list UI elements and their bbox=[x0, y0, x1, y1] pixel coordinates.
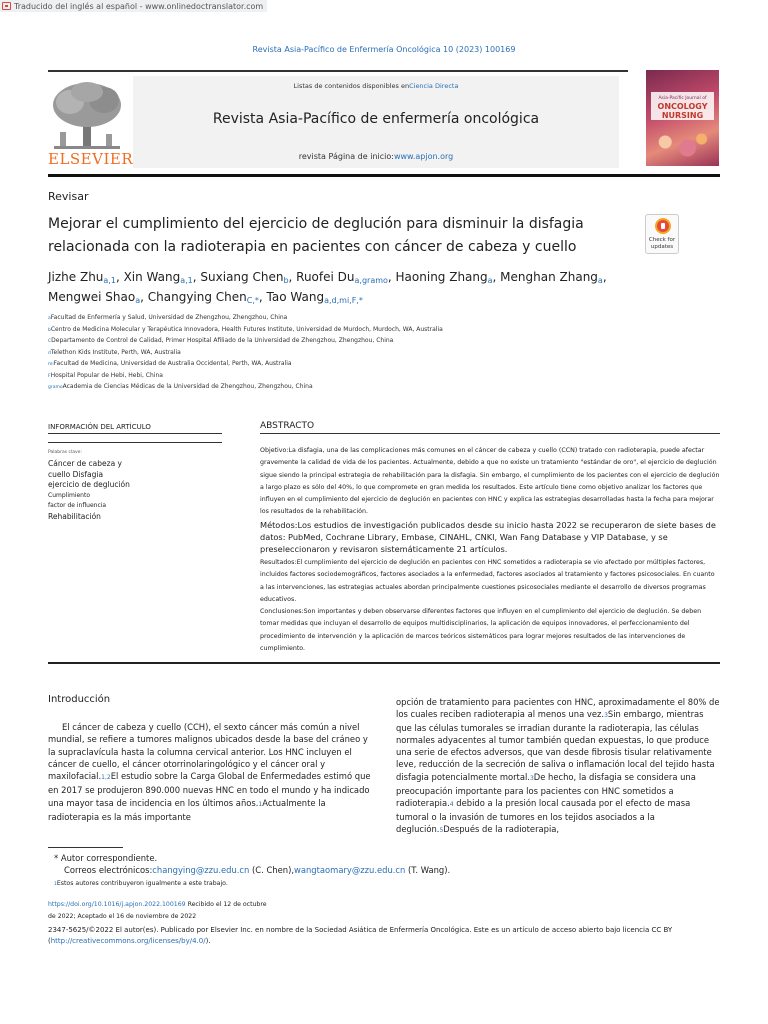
keyword: ejercicio de deglución bbox=[48, 480, 130, 489]
citation-link[interactable]: 4 bbox=[449, 800, 454, 808]
citation-link[interactable]: 1,2 bbox=[101, 774, 111, 782]
keyword: factor de influencia bbox=[48, 502, 107, 509]
sciencedirect-link[interactable]: Ciencia Directa bbox=[409, 82, 459, 90]
affiliation-item: miFacultad de Medicina, Universidad de Australia Occidental, Perth, WA, Australia bbox=[48, 360, 292, 367]
affiliation-item: CDepartamento de Control de Calidad, Primer Hospital Afiliado de la Universidad de Zhengzhou, Zhengzhou, China bbox=[48, 337, 394, 344]
copyright-notice: 2347-5625/©2022 El autor(es). Publicado por Elsevier Inc. en nombre de la Sociedad Asiática de Enfermería Oncológica. Este es un artículo de acceso abierto bajo licencia CC BY (http://creativecommons.org/licenses/by/4.0/). bbox=[48, 926, 673, 945]
abstract-conclusions: Conclusiones:Son importantes y deben observarse diferentes factores que influyen en el cumplimiento del ejercicio de deglución. Se deben tomar medidas que incluyan el desarrollo de equipos multidisciplinarios, la aplicación de equipos innovadores, el perfeccionamiento del procedimiento de intervención y la aplicación de marcos teóricos sistemáticos para lograr mejores resultados de las intervenciones de cumplimiento. bbox=[260, 608, 702, 652]
translator-banner[interactable] bbox=[0, 0, 267, 12]
journal-title: Revista Asia-Pacífico de enfermería oncológica bbox=[212, 111, 540, 127]
article-type: Revisar bbox=[48, 190, 89, 203]
email-link[interactable]: wangtaomary@zzu.edu.cn bbox=[294, 865, 406, 875]
abstract-methods: Métodos:Los estudios de investigación publicados desde su inicio hasta 2022 se recuperaron de siete bases de datos: PubMed, Cochrane Library, Embase, CINAHL, CNKI, Wan Fang Database y VIP Database, y se preseleccionaron y revisaron sistemáticamente 21 artículos. bbox=[260, 520, 716, 554]
affiliation-item: aFacultad de Enfermería y Salud, Universidad de Zhengzhou, Zhengzhou, China bbox=[48, 314, 288, 321]
affiliations bbox=[48, 313, 718, 394]
contents-available: Listas de contenidos disponibles enCiencia Directa bbox=[293, 82, 459, 90]
abstract-heading: ABSTRACTO bbox=[260, 421, 315, 431]
intro-left-column: El cáncer de cabeza y cuello (CCH), el sexto cáncer más común a nivel mundial, se refiere a tumores malignos ubicados desde la base del cráneo y la supraclavícula hasta la columna cervical anterior. Los HNC incluyen el cáncer de cuello, el cáncer otorrinolaringológico y el cáncer oral y maxilofacial.1,2El estudio sobre la Carga Global de Enfermedades estimó que en 2017 se produjeron 890.000 nuevas HNC en todo el mundo y ha indicado una mayor tasa de incidencia en los últimos años.1Actualmente la radioterapia es la más importante bbox=[48, 722, 371, 823]
divider bbox=[48, 442, 222, 443]
citation-link[interactable]: 3 bbox=[529, 774, 534, 782]
citation-link[interactable]: 3 bbox=[604, 712, 608, 720]
doi-line: https://doi.org/10.1016/j.apjon.2022.100169 Recibido el 12 de octubre bbox=[48, 901, 267, 908]
journal-homepage: revista Página de inicio:www.apjon.org bbox=[298, 152, 454, 161]
section-divider bbox=[48, 662, 720, 664]
keyword: cuello Disfagia bbox=[48, 469, 104, 479]
equal-contribution-note: 1Estos autores contribuyeron igualmente a este trabajo. bbox=[54, 880, 228, 887]
email-note: Correos electrónicos:changying@zzu.edu.cn (C. Chen),wangtaomary@zzu.edu.cn (T. Wang). bbox=[64, 865, 451, 875]
banner-text: Traducido del inglés al español - www.onlinedoctranslator.com bbox=[14, 1, 264, 11]
journal-reference-link[interactable]: Revista Asia-Pacífico de Enfermería Oncológica 10 (2023) 100169 bbox=[252, 45, 516, 54]
check-for-updates-button[interactable]: Check for updates bbox=[645, 214, 679, 254]
license-link[interactable]: http://creativecommons.org/licenses/by/4.0/ bbox=[50, 937, 206, 945]
abstract-results: Resultados:El cumplimiento del ejercicio de deglución en pacientes con HNC sometidos a radioterapia se vio afectado por múltiples factores, incluidos factores sociodemográficos, factores asociados a la enfermedad, factores asociados al tratamiento y factores psicosociales. En cuanto a las intervenciones, las estrategias actuales abordan principalmente cuestiones psicosociales mediante el desarrollo de diversos programas educativos. bbox=[260, 559, 715, 603]
doi-link[interactable]: https://doi.org/10.1016/j.apjon.2022.100169 bbox=[48, 901, 186, 908]
elsevier-tree-logo bbox=[48, 80, 126, 152]
article-title: Mejorar el cumplimiento del ejercicio de deglución para disminuir la disfagia relacionada con la radioterapia en pacientes con cáncer de cabeza y cuello bbox=[48, 216, 584, 255]
elsevier-logo: ELSEVIER bbox=[48, 150, 134, 168]
citation-link[interactable]: 1 bbox=[258, 800, 263, 808]
header-bottom-rule bbox=[48, 174, 720, 177]
homepage-link[interactable]: www.apjon.org bbox=[393, 152, 454, 161]
affiliation-item: bCentro de Medicina Molecular y Terapéutica Innovadora, Health Futures Institute, Universidad de Murdoch, Murdoch, WA, Australia bbox=[48, 325, 443, 333]
bookmark-icon bbox=[655, 218, 671, 234]
header-top-rule bbox=[48, 70, 628, 72]
affiliation-item: FHospital Popular de Hebi, Hebi, China bbox=[48, 371, 163, 379]
footnote-rule bbox=[48, 847, 123, 848]
abstract-objective: Objetivo:La disfagia, una de las complicaciones más comunes en el cáncer de cabeza y cuello (CCN) tratado con radioterapia, puede afectar gravemente la calidad de vida de los pacientes. Actualmente, debido a que no existe un tratamiento "estándar de oro", el ejercicio de deglución sigue siendo la principal estrategia de rehabilitación para la disfagia. Sin embargo, el cumplimiento de los pacientes con el ejercicio de deglución a largo plazo es sólo del 40%, lo que compromete en gran medida los resultados. Este artículo tiene como objetivo analizar los factores que influyen en el cumplimiento del ejercicio de deglución en pacientes con HNC y explica las estrategias desarrolladas hasta la fecha para mejorar los resultados de la rehabilitación. bbox=[260, 447, 720, 516]
journal-cover-image[interactable]: Asia-Pacific Journal of ONCOLOGY NURSING bbox=[646, 70, 719, 166]
article-info-heading: INFORMACIÓN DEL ARTÍCULO bbox=[48, 423, 151, 431]
keywords-list bbox=[48, 459, 130, 522]
affiliation-item: gramoAcademia de Ciencias Médicas de la Universidad de Zhengzhou, Zhengzhou, China bbox=[48, 383, 313, 390]
introduction-heading: Introducción bbox=[48, 694, 111, 705]
corresponding-author-note: * Autor correspondiente. bbox=[54, 853, 158, 863]
email-link[interactable]: changying@zzu.edu.cn bbox=[152, 865, 250, 875]
divider bbox=[260, 433, 720, 434]
intro-right-column: opción de tratamiento para pacientes con HNC, aproximadamente el 80% de los cuales reciben radioterapia al menos una vez.3Sin embargo, mientras que las células tumorales se irradian durante la radioterapia, las células normales adyacentes al tumor también quedan expuestas, lo que produce una serie de efectos adversos, que van desde fibrosis tisular relativamente leve, reducción de la secreción de saliva o inflamación local del tejido hasta disfagia potencialmente mortal.3De hecho, la disfagia se considera una preocupación importante para los pacientes con HNC sometidos a radioterapia.4 debido a la presión local causada por el efecto de masa tumoral o la invasión de tumores en los tejidos asociados a la deglución.5Después de la radioterapia, bbox=[396, 697, 720, 834]
divider bbox=[48, 433, 222, 434]
keyword: Cumplimiento bbox=[48, 491, 91, 499]
keyword: Cáncer de cabeza y bbox=[48, 459, 123, 468]
affiliation-item: dTelethon Kids Institute, Perth, WA, Australia bbox=[48, 348, 181, 356]
keyword: Rehabilitación bbox=[48, 511, 101, 521]
citation-link[interactable]: 5 bbox=[439, 826, 444, 834]
translate-icon bbox=[2, 2, 11, 10]
dates-line: de 2022; Aceptado el 16 de noviembre de 2022 bbox=[48, 913, 197, 920]
keywords-label: Palabras clave: bbox=[48, 450, 82, 455]
author-list: Jizhe Zhu$^{a,1}$, Xin Wang$^{a,1}$, Suxiang Chen$^b$, Ruofei $Du^{a,gramo}$, Haoning Zhang$^a$, Menghan Zhang$^a$, Mengwei Shao$^a$, Changying Chen$^{C,*}$, Tao Wang$^{a,d,mi,F,*}$ bbox=[48, 270, 607, 305]
